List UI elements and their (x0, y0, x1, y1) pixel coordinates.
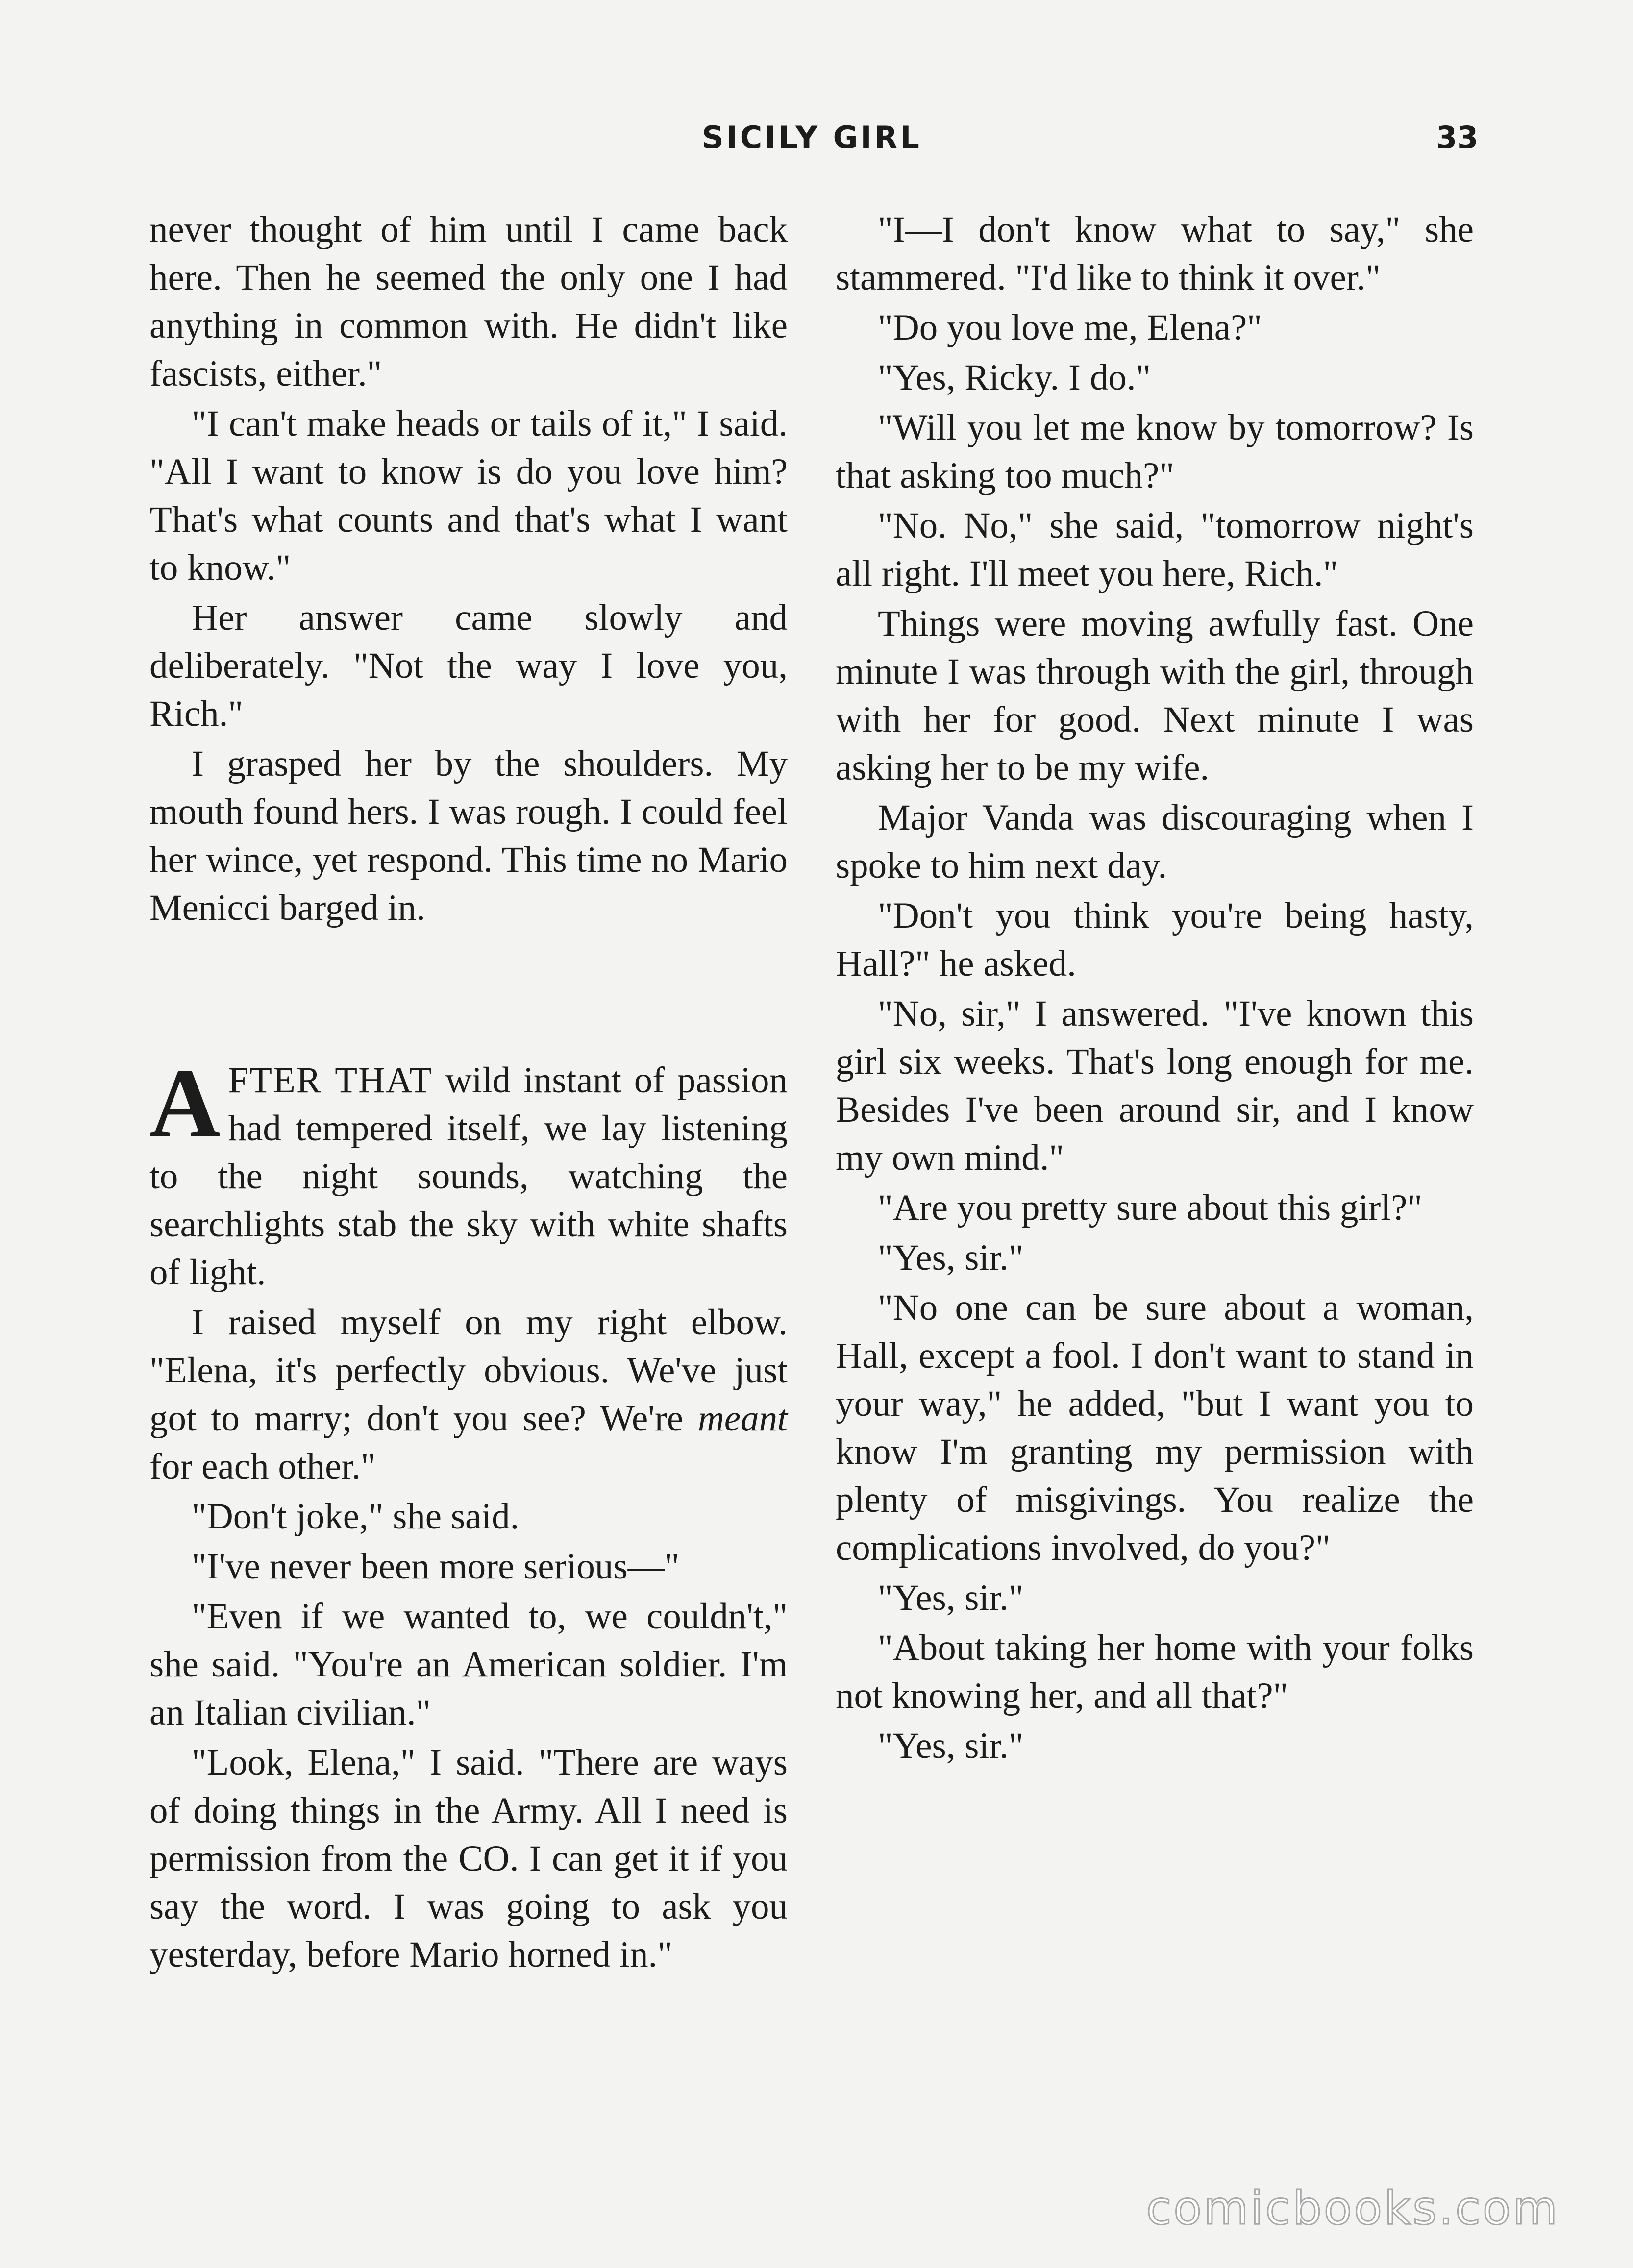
paragraph: "Don't you think you're being hasty, Hall?" he asked. (836, 895, 1474, 984)
paragraph: "Will you let me know by tomorrow? Is that asking too much?" (836, 407, 1474, 496)
section-opening-paragraph (149, 1049, 788, 1297)
section-break (149, 934, 788, 1057)
paragraph: Her answer came slowly and deliberately. "Not the way I love you, Rich." (149, 597, 788, 734)
paragraph-text: wild instant of passion had tempered itself, we lay listening to the night sounds, watching the searchlights stab the sky with white shafts of light. (149, 1060, 788, 1293)
paragraph: "I can't make heads or tails of it," I said. "All I want to know is do you love him? That's what counts and that's what I want to know." (149, 403, 788, 588)
left-column (149, 206, 788, 1981)
paragraph: I grasped her by the shoulders. My mouth found hers. I was rough. I could feel her wince, yet respond. This time no Mario Menicci barged in. (149, 743, 788, 928)
paragraph: "No, sir," I answered. "I've known this girl six weeks. That's long enough for me. Besides I've been around sir, and I know my own mind." (836, 993, 1474, 1178)
paragraph: "About taking her home with your folks not knowing her, and all that?" (836, 1627, 1474, 1716)
paragraph: never thought of him until I came back here. Then he seemed the only one I had anything in common with. He didn't like fascists, either." (149, 209, 788, 394)
paragraph-text: for each other." (149, 1446, 376, 1487)
paragraph: "No. No," she said, "tomorrow night's all right. I'll meet you here, Rich." (836, 505, 1474, 594)
paragraph: "Do you love me, Elena?" (878, 307, 1262, 348)
paragraph: Major Vanda was discouraging when I spoke to him next day. (836, 797, 1474, 886)
lead-in-words: FTER THAT (228, 1060, 433, 1101)
paragraph: "Yes, sir." (878, 1237, 1024, 1278)
paragraph: "Are you pretty sure about this girl?" (878, 1187, 1422, 1228)
right-column (836, 206, 1474, 1772)
paragraph: "Look, Elena," I said. "There are ways of doing things in the Army. All I need is permission from the CO. I can get it if you say the word. I was going to ask you yesterday, before Mario horned in." (149, 1742, 788, 1975)
watermark: comicbooks.com (1146, 2182, 1559, 2235)
paragraph: "I—I don't know what to say," she stammered. "I'd like to think it over." (836, 209, 1474, 298)
paragraph: "Yes, sir." (878, 1726, 1024, 1766)
paragraph: Things were moving awfully fast. One minute I was through with the girl, through with her for good. Next minute I was asking her to be my wife. (836, 603, 1474, 788)
paragraph: "Yes, Ricky. I do." (878, 357, 1151, 398)
paragraph (149, 1299, 788, 1491)
emphasis-text: meant (697, 1398, 788, 1439)
paragraph-text: I raised myself on my right elbow. "Elena, it's perfectly obvious. We've just got to marry; don't you see? We're (149, 1302, 788, 1439)
paragraph: "Don't joke," she said. (192, 1496, 520, 1537)
page-number: 33 (1436, 120, 1479, 155)
paragraph: "Yes, sir." (878, 1578, 1024, 1618)
paragraph: "Even if we wanted to, we couldn't," she said. "You're an American soldier. I'm an Italian civilian." (149, 1596, 788, 1733)
page-title: SICILY GIRL (702, 120, 922, 155)
paragraph: "I've never been more serious—" (192, 1546, 680, 1587)
paragraph: "No one can be sure about a woman, Hall, except a fool. I don't want to stand in your way," he added, "but I want you to know I'm granting my permission with plenty of misgivings. You realize the complications involved, do you?" (836, 1287, 1474, 1568)
drop-cap: A (149, 1049, 221, 1158)
